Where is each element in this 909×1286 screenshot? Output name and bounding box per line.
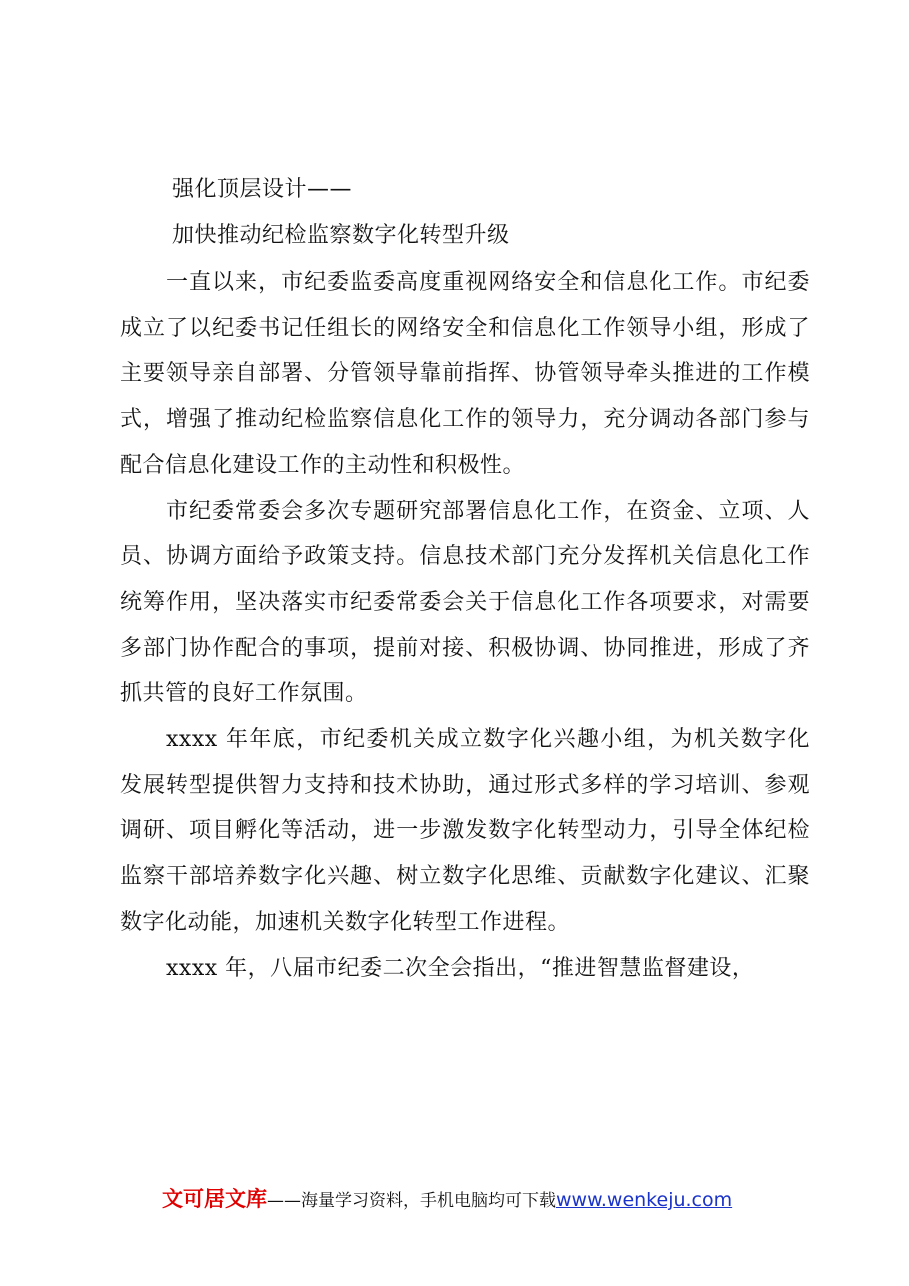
paragraph: 市纪委常委会多次专题研究部署信息化工作，在资金、立项、人员、协调方面给予政策支持。信息技术部门充分发挥机关信息化工作统筹作用，坚决落实市纪委常委会关于信息化工作各项要求，对需要多部门协作配合的事项，提前对接、积极协调、协同推进，形成了齐抓共管的良好工作氛围。 xyxy=(120,498,810,707)
document-title-line1: 强化顶层设计—— xyxy=(172,177,353,202)
document-title-line2: 加快推动纪检监察数字化转型升级 xyxy=(172,223,510,248)
footer-website-link[interactable]: www.wenkeju.com xyxy=(556,1189,733,1211)
page-footer xyxy=(162,1183,732,1213)
paragraph: 一直以来，市纪委监委高度重视网络安全和信息化工作。市纪委成立了以纪委书记任组长的网络安全和信息化工作领导小组，形成了主要领导亲自部署、分管领导靠前指挥、协管领导牵头推进的工作模式，增强了推动纪检监察信息化工作的领导力，充分调动各部门参与配合信息化建设工作的主动性和积极性。 xyxy=(120,270,810,478)
paragraph: xxxx 年，八届市纪委二次全会指出，“推进智慧监督建设， xyxy=(166,955,755,981)
paragraph: xxxx 年年底，市纪委机关成立数字化兴趣小组，为机关数字化发展转型提供智力支持和技术协助，通过形式多样的学习培训、参观调研、项目孵化等活动，进一步激发数字化转型动力，引导全体纪检监察干部培养数字化兴趣、树立数字化思维、贡献数字化建议、汇聚数字化动能，加速机关数字化转型工作进程。 xyxy=(120,727,810,935)
footer-brand: 文可居文库 xyxy=(162,1187,267,1211)
document-body xyxy=(120,260,810,991)
footer-tagline: ——海量学习资料，手机电脑均可下载 xyxy=(267,1191,556,1211)
